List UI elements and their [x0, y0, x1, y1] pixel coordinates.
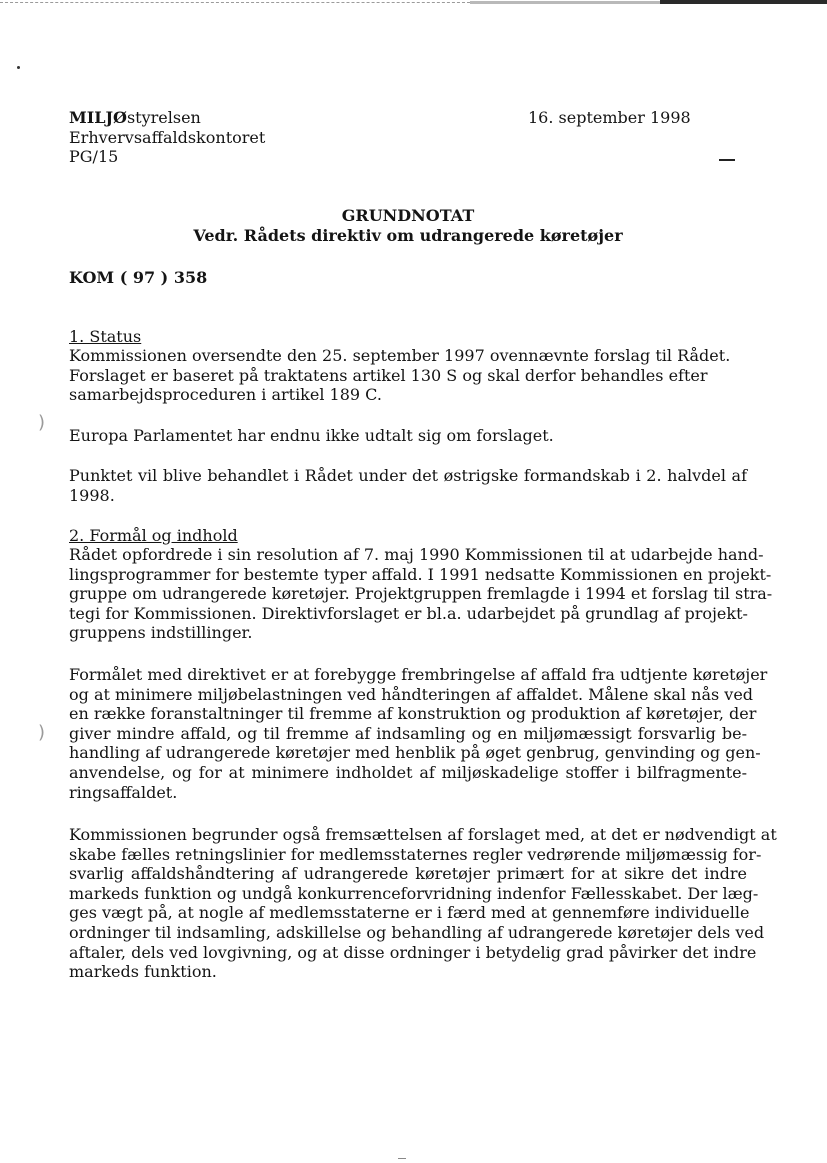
- text-line: 1998.: [69, 485, 115, 505]
- text-line: aftaler, dels ved lovgivning, og at disse ordninger i betydelig grad påvirker det indre: [69, 942, 757, 962]
- status-paragraph-3: [69, 466, 747, 505]
- text-line: anvendelse, og for at minimere indholdet af miljøskadelige stoffer i bilfragmente-: [69, 762, 747, 782]
- text-line: handling af udrangerede køretøjer med henblik på øget genbrug, genvinding og gen-: [69, 743, 761, 763]
- margin-dash: [719, 159, 735, 161]
- reference-code: PG/15: [69, 147, 119, 166]
- purpose-paragraph-2: [69, 665, 768, 802]
- text-line: Formålet med direktivet er at forebygge frembringelse af affald fra udtjente køretøjer: [69, 665, 768, 684]
- text-line: giver mindre affald, og til fremme af indsamling og en miljømæssigt forsvarlig be-: [69, 723, 747, 743]
- document-subtitle: Vedr. Rådets direktiv om udrangerede køretøjer: [193, 226, 623, 245]
- text-line: gruppens indstillinger.: [69, 623, 253, 643]
- document-title: GRUNDNOTAT: [341, 206, 475, 225]
- purpose-paragraph-3: [69, 825, 777, 982]
- text-line: tegi for Kommissionen. Direktivforslaget er bl.a. udarbejdet på grundlag af projekt-: [69, 603, 748, 623]
- text-line: lingsprogrammer for bestemte typer affald. I 1991 nedsatte Kommissionen en projekt-: [69, 564, 772, 584]
- text-line: markeds funktion.: [69, 962, 217, 982]
- purpose-paragraph-1: [69, 545, 773, 643]
- document-date: 16. september 1998: [528, 108, 691, 127]
- agency-name-bold: MILJØ: [69, 108, 127, 127]
- text-line: en række foranstaltninger til fremme af konstruktion og produktion af køretøjer, der: [69, 704, 757, 724]
- office-name: Erhvervsaffaldskontoret: [69, 128, 266, 147]
- scan-speck: [17, 66, 20, 69]
- text-line: svarlig affaldshåndtering af udrangerede køretøjer primært for at sikre det indre: [69, 864, 747, 884]
- text-line: Europa Parlamentet har endnu ikke udtalt sig om forslaget.: [69, 426, 554, 445]
- punch-hole-mark: ): [38, 722, 46, 743]
- punch-hole-mark: ): [38, 412, 46, 433]
- text-line: markeds funktion og undgå konkurrenceforvridning indenfor Fællesskabet. Der læg-: [69, 883, 759, 903]
- text-line: ringsaffaldet.: [69, 782, 178, 802]
- text-line: skabe fælles retningslinier for medlemsstaternes regler vedrørende miljømæssig for-: [69, 844, 762, 864]
- status-paragraph-2: [69, 426, 747, 446]
- text-line: Kommissionen begrunder også fremsættelsen af forslaget med, at det er nødvendigt at: [69, 825, 777, 844]
- text-line: samarbejdsproceduren i artikel 189 C.: [69, 385, 382, 405]
- commission-reference: KOM ( 97 ) 358: [69, 268, 208, 287]
- agency-name: [69, 108, 201, 128]
- section-heading-status: 1. Status: [69, 327, 142, 346]
- text-line: og at minimere miljøbelastningen ved håndteringen af affaldet. Målene skal nås ved: [69, 684, 754, 704]
- text-line: Rådet opfordrede i sin resolution af 7. maj 1990 Kommissionen til at udarbejde hand-: [69, 545, 764, 564]
- scan-top-edge: [0, 0, 827, 8]
- text-line: ges vægt på, at nogle af medlemsstaterne er i færd med at gennemføre individuelle: [69, 903, 750, 923]
- agency-name-rest: styrelsen: [126, 108, 201, 127]
- scan-speck: [398, 1158, 406, 1159]
- status-paragraph-1: [69, 346, 747, 405]
- text-line: ordninger til indsamling, adskillelse og behandling af udrangerede køretøjer dels ved: [69, 922, 765, 942]
- text-line: gruppe om udrangerede køretøjer. Projektgruppen fremlagde i 1994 et forslag til stra-: [69, 584, 773, 604]
- text-line: Forslaget er baseret på traktatens artikel 130 S og skal derfor behandles efter: [69, 365, 708, 385]
- section-heading-purpose: 2. Formål og indhold: [69, 526, 238, 545]
- text-line: Punktet vil blive behandlet i Rådet under det østrigske formandskab i 2. halvdel af: [69, 466, 747, 485]
- text-line: Kommissionen oversendte den 25. september 1997 ovennævnte forslag til Rådet.: [69, 346, 731, 365]
